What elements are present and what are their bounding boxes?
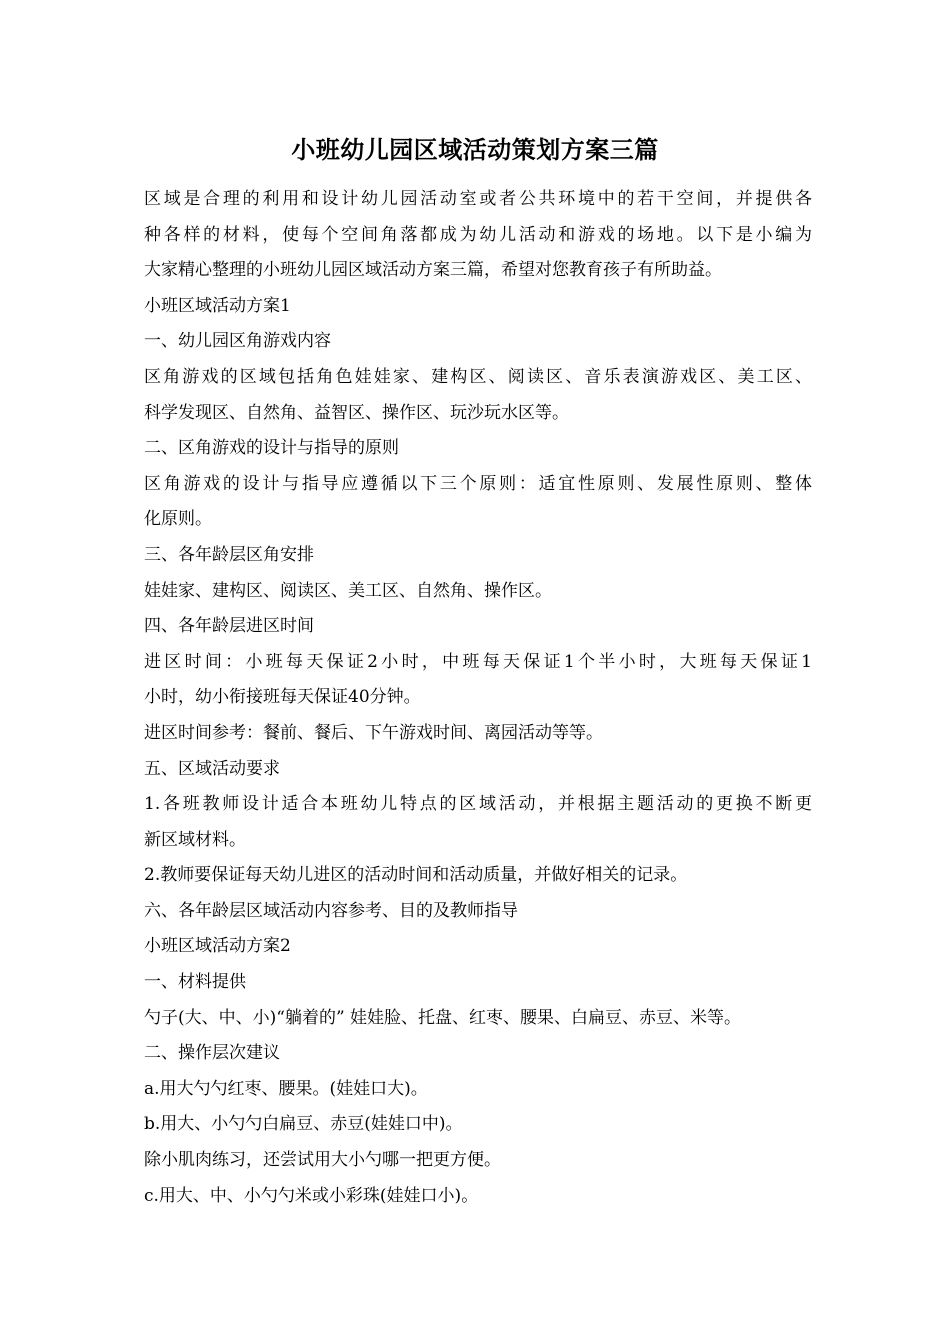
paragraph-line: 小时，幼小衔接班每天保证40分钟。 bbox=[144, 687, 421, 708]
paragraph-line: a.用大勺勺红枣、腰果。(娃娃口大)。 bbox=[144, 1078, 428, 1099]
paragraph-line: 科学发现区、自然角、益智区、操作区、玩沙玩水区等。 bbox=[144, 402, 569, 423]
paragraph-line: 2.教师要保证每天幼儿进区的活动时间和活动质量，并做好相关的记录。 bbox=[144, 865, 688, 886]
paragraph-line: 种各样的材料，使每个空间角落都成为幼儿活动和游戏的场地。以下是小编为 bbox=[144, 224, 812, 245]
paragraph-line: 勺子(大、中、小)“躺着的” 娃娃脸、托盘、红枣、腰果、白扁豆、赤豆、米等。 bbox=[144, 1007, 742, 1028]
paragraph-line: 新区域材料。 bbox=[144, 829, 246, 850]
paragraph-line: 娃娃家、建构区、阅读区、美工区、自然角、操作区。 bbox=[144, 580, 552, 601]
paragraph-line: b.用大、小勺勺白扁豆、赤豆(娃娃口中)。 bbox=[144, 1114, 463, 1135]
paragraph-line: 1.各班教师设计适合本班幼儿特点的区域活动，并根据主题活动的更换不断更 bbox=[144, 794, 812, 815]
paragraph-line: 二、操作层次建议 bbox=[144, 1043, 280, 1064]
paragraph-line: 区角游戏的区域包括角色娃娃家、建构区、阅读区、音乐表演游戏区、美工区、 bbox=[144, 366, 812, 387]
paragraph-line: 区角游戏的设计与指导应遵循以下三个原则：适宜性原则、发展性原则、整体 bbox=[144, 473, 812, 494]
paragraph-line: 大家精心整理的小班幼儿园区域活动方案三篇，希望对您教育孩子有所助益。 bbox=[144, 260, 722, 281]
paragraph-line: 区域是合理的利用和设计幼儿园活动室或者公共环境中的若干空间，并提供各 bbox=[144, 189, 812, 209]
paragraph-line: 一、幼儿园区角游戏内容 bbox=[144, 331, 331, 352]
paragraph-line: 六、各年龄层区域活动内容参考、目的及教师指导 bbox=[144, 900, 518, 921]
paragraph-line: 四、各年龄层进区时间 bbox=[144, 616, 314, 637]
document-title: 小班幼儿园区域活动策划方案三篇 bbox=[291, 135, 659, 164]
paragraph-line: 一、材料提供 bbox=[144, 972, 246, 993]
paragraph-line: 进区时间参考：餐前、餐后、下午游戏时间、离园活动等等。 bbox=[144, 722, 603, 743]
paragraph-line: 五、区域活动要求 bbox=[144, 758, 280, 779]
paragraph-line: 化原则。 bbox=[144, 509, 212, 530]
paragraph-line: 二、区角游戏的设计与指导的原则 bbox=[144, 438, 399, 459]
paragraph-line: 除小肌肉练习，还尝试用大小勺哪一把更方便。 bbox=[144, 1150, 501, 1171]
paragraph-line: 小班区域活动方案1 bbox=[144, 295, 291, 316]
paragraph-line: 进区时间：小班每天保证2小时，中班每天保证1个半小时，大班每天保证1 bbox=[144, 651, 812, 672]
document-body bbox=[144, 182, 812, 1214]
paragraph-line: 三、各年龄层区角安排 bbox=[144, 544, 314, 565]
paragraph-line: 小班区域活动方案2 bbox=[144, 936, 291, 957]
paragraph-line: c.用大、中、小勺勺米或小彩珠(娃娃口小)。 bbox=[144, 1185, 479, 1206]
